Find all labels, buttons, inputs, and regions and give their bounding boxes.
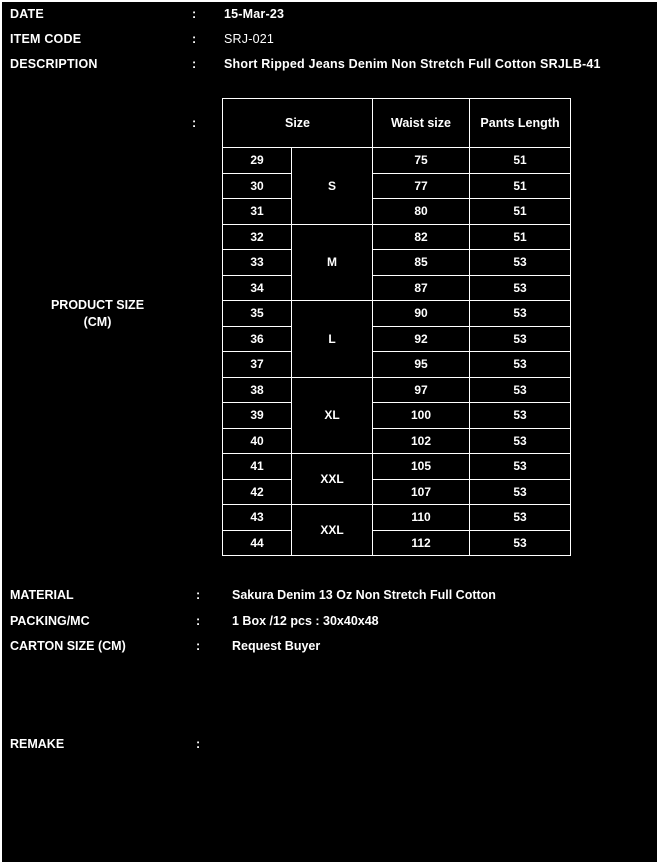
cell-size: 34 [223, 275, 292, 301]
field-material-label: MATERIAL [10, 588, 74, 602]
cell-size: 36 [223, 326, 292, 352]
table-row [223, 428, 571, 454]
cell-size: 32 [223, 224, 292, 250]
field-packing-label: PACKING/MC [10, 614, 90, 628]
field-remake [10, 737, 650, 757]
cell-size: 41 [223, 454, 292, 480]
cell-size: 31 [223, 199, 292, 225]
cell-waist-size: 95 [373, 352, 470, 378]
cell-pants-length: 53 [470, 326, 571, 352]
field-packing [10, 614, 650, 634]
cell-pants-length: 51 [470, 148, 571, 174]
field-item-code-label: ITEM CODE [10, 32, 82, 46]
column-header-length: Pants Length [470, 99, 571, 148]
table-row [223, 301, 571, 327]
product-size-label [10, 297, 185, 331]
cell-size: 37 [223, 352, 292, 378]
field-carton-size-separator: : [196, 639, 201, 653]
table-row [223, 403, 571, 429]
cell-waist-size: 87 [373, 275, 470, 301]
cell-pants-length: 51 [470, 173, 571, 199]
cell-pants-length: 51 [470, 199, 571, 225]
cell-size: 40 [223, 428, 292, 454]
field-packing-separator: : [196, 614, 201, 628]
cell-waist-size: 90 [373, 301, 470, 327]
cell-size-group: XXL [292, 454, 373, 505]
field-description [10, 57, 650, 77]
field-date-separator: : [192, 7, 197, 21]
field-material-value: Sakura Denim 13 Oz Non Stretch Full Cotton [232, 588, 496, 602]
cell-waist-size: 77 [373, 173, 470, 199]
cell-size: 33 [223, 250, 292, 276]
table-row [223, 352, 571, 378]
cell-size: 43 [223, 505, 292, 531]
field-description-label: DESCRIPTION [10, 57, 98, 71]
field-date-label: DATE [10, 7, 44, 21]
cell-waist-size: 102 [373, 428, 470, 454]
cell-waist-size: 100 [373, 403, 470, 429]
cell-size: 42 [223, 479, 292, 505]
cell-size: 44 [223, 530, 292, 556]
field-carton-size [10, 639, 650, 659]
cell-waist-size: 110 [373, 505, 470, 531]
field-item-code-value: SRJ-021 [224, 32, 275, 46]
table-row [223, 173, 571, 199]
field-material [10, 588, 650, 608]
cell-size-group: XXL [292, 505, 373, 556]
table-row [223, 326, 571, 352]
field-description-value: Short Ripped Jeans Denim Non Stretch Full Cotton SRJLB-41 [224, 57, 601, 71]
field-description-separator: : [192, 57, 197, 71]
cell-waist-size: 107 [373, 479, 470, 505]
cell-size: 29 [223, 148, 292, 174]
size-table-body [223, 148, 571, 556]
cell-pants-length: 53 [470, 454, 571, 480]
cell-pants-length: 53 [470, 479, 571, 505]
cell-waist-size: 80 [373, 199, 470, 225]
column-header-waist: Waist size [373, 99, 470, 148]
field-carton-size-label: CARTON SIZE (CM) [10, 639, 126, 653]
cell-size-group: M [292, 224, 373, 301]
field-remake-label: REMAKE [10, 737, 65, 751]
cell-size: 39 [223, 403, 292, 429]
table-row [223, 275, 571, 301]
cell-pants-length: 51 [470, 224, 571, 250]
product-size-label-line2: (CM) [83, 315, 112, 329]
cell-waist-size: 97 [373, 377, 470, 403]
field-date [10, 7, 650, 27]
product-size-label-line1: PRODUCT SIZE [50, 298, 145, 312]
field-packing-value: 1 Box /12 pcs : 30x40x48 [232, 614, 379, 628]
cell-size: 30 [223, 173, 292, 199]
field-material-separator: : [196, 588, 201, 602]
size-table [222, 98, 571, 556]
cell-waist-size: 82 [373, 224, 470, 250]
table-row [223, 224, 571, 250]
cell-size-group: L [292, 301, 373, 378]
cell-pants-length: 53 [470, 250, 571, 276]
table-row [223, 530, 571, 556]
cell-pants-length: 53 [470, 301, 571, 327]
cell-waist-size: 92 [373, 326, 470, 352]
field-date-value: 15-Mar-23 [224, 7, 285, 21]
table-row [223, 505, 571, 531]
cell-pants-length: 53 [470, 275, 571, 301]
field-carton-size-value: Request Buyer [232, 639, 321, 653]
cell-pants-length: 53 [470, 428, 571, 454]
table-row [223, 250, 571, 276]
cell-pants-length: 53 [470, 352, 571, 378]
cell-pants-length: 53 [470, 403, 571, 429]
cell-size-group: S [292, 148, 373, 225]
size-table-header-row [223, 99, 571, 148]
cell-pants-length: 53 [470, 530, 571, 556]
field-item-code [10, 32, 650, 52]
size-table-head [223, 99, 571, 148]
table-row [223, 148, 571, 174]
field-item-code-separator: : [192, 32, 197, 46]
product-size-separator: : [192, 116, 197, 130]
table-row [223, 479, 571, 505]
cell-waist-size: 105 [373, 454, 470, 480]
field-remake-separator: : [196, 737, 201, 751]
cell-waist-size: 75 [373, 148, 470, 174]
table-row [223, 199, 571, 225]
cell-size-group: XL [292, 377, 373, 454]
cell-waist-size: 85 [373, 250, 470, 276]
cell-size: 38 [223, 377, 292, 403]
table-row [223, 454, 571, 480]
column-header-size: Size [223, 99, 373, 148]
cell-size: 35 [223, 301, 292, 327]
table-row [223, 377, 571, 403]
cell-waist-size: 112 [373, 530, 470, 556]
cell-pants-length: 53 [470, 377, 571, 403]
cell-pants-length: 53 [470, 505, 571, 531]
